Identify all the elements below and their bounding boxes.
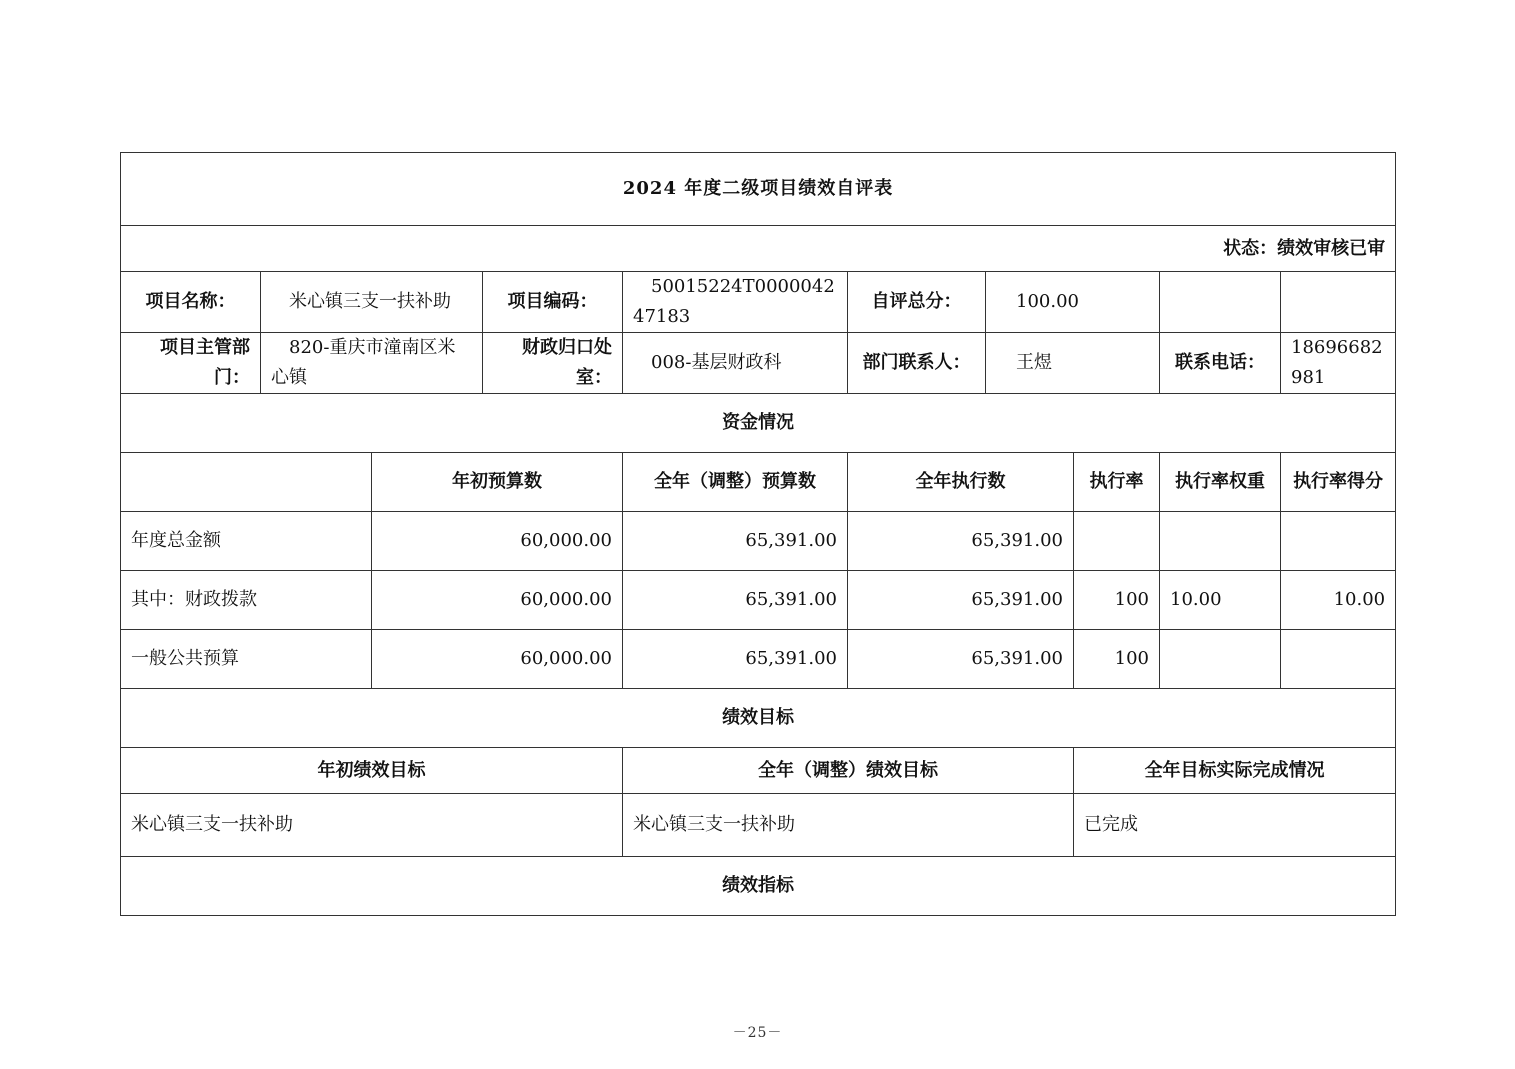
goals-section-title: 绩效目标 (121, 689, 1396, 748)
funds-row-weight (1160, 512, 1281, 571)
funds-row-executed: 65,391.00 (848, 512, 1074, 571)
total-score-label: 自评总分： (848, 272, 986, 333)
indicators-section-title: 绩效指标 (121, 857, 1396, 916)
contact-value: 王煜 (986, 333, 1160, 394)
funds-header-score: 执行率得分 (1281, 453, 1396, 512)
funds-row-name: 其中：财政拨款 (121, 571, 372, 630)
funds-row-name: 一般公共预算 (121, 630, 372, 689)
funds-row-initial: 60,000.00 (372, 512, 623, 571)
funds-row-executed: 65,391.00 (848, 630, 1074, 689)
project-code-value: 50015224T000004247183 (623, 272, 848, 333)
goals-completion-value: 已完成 (1074, 794, 1396, 857)
evaluation-grid (120, 152, 1396, 916)
table-row (121, 630, 1396, 689)
empty-cell (1281, 272, 1396, 333)
dept-label: 项目主管部门： (121, 333, 261, 394)
goals-header-adjusted: 全年（调整）绩效目标 (623, 748, 1074, 794)
phone-value: 18696682981 (1281, 333, 1396, 394)
total-score-value: 100.00 (986, 272, 1160, 333)
goals-header-initial: 年初绩效目标 (121, 748, 623, 794)
funds-row-weight: 10.00 (1160, 571, 1281, 630)
page-number: －25－ (732, 1025, 783, 1041)
project-name-value: 米心镇三支一扶补助 (261, 272, 483, 333)
funds-row-score (1281, 512, 1396, 571)
project-code-label: 项目编码： (483, 272, 623, 333)
dept-value: 820-重庆市潼南区米心镇 (261, 333, 483, 394)
funds-header-adjusted: 全年（调整）预算数 (623, 453, 848, 512)
funds-header-executed: 全年执行数 (848, 453, 1074, 512)
funds-row-weight (1160, 630, 1281, 689)
funds-header-rate: 执行率 (1074, 453, 1160, 512)
review-status: 状态：绩效审核已审 (121, 226, 1396, 272)
funds-row-score (1281, 630, 1396, 689)
empty-cell (1160, 272, 1281, 333)
funds-row-adjusted: 65,391.00 (623, 512, 848, 571)
table-row (121, 571, 1396, 630)
table-row (121, 512, 1396, 571)
funds-header-blank (121, 453, 372, 512)
funds-row-rate: 100 (1074, 630, 1160, 689)
funds-row-executed: 65,391.00 (848, 571, 1074, 630)
funds-row-adjusted: 65,391.00 (623, 630, 848, 689)
funds-section-title: 资金情况 (121, 394, 1396, 453)
document-title: 2024 年度二级项目绩效自评表 (121, 153, 1396, 226)
funds-row-score: 10.00 (1281, 571, 1396, 630)
finance-office-value: 008-基层财政科 (623, 333, 848, 394)
phone-label: 联系电话： (1160, 333, 1281, 394)
funds-row-name: 年度总金额 (121, 512, 372, 571)
funds-header-initial: 年初预算数 (372, 453, 623, 512)
finance-office-label: 财政归口处室： (483, 333, 623, 394)
goals-header-completion: 全年目标实际完成情况 (1074, 748, 1396, 794)
goals-initial-value: 米心镇三支一扶补助 (121, 794, 623, 857)
project-name-label: 项目名称： (121, 272, 261, 333)
contact-label: 部门联系人： (848, 333, 986, 394)
funds-header-weight: 执行率权重 (1160, 453, 1281, 512)
funds-row-adjusted: 65,391.00 (623, 571, 848, 630)
funds-row-rate (1074, 512, 1160, 571)
funds-row-initial: 60,000.00 (372, 630, 623, 689)
funds-row-rate: 100 (1074, 571, 1160, 630)
goals-adjusted-value: 米心镇三支一扶补助 (623, 794, 1074, 857)
funds-row-initial: 60,000.00 (372, 571, 623, 630)
